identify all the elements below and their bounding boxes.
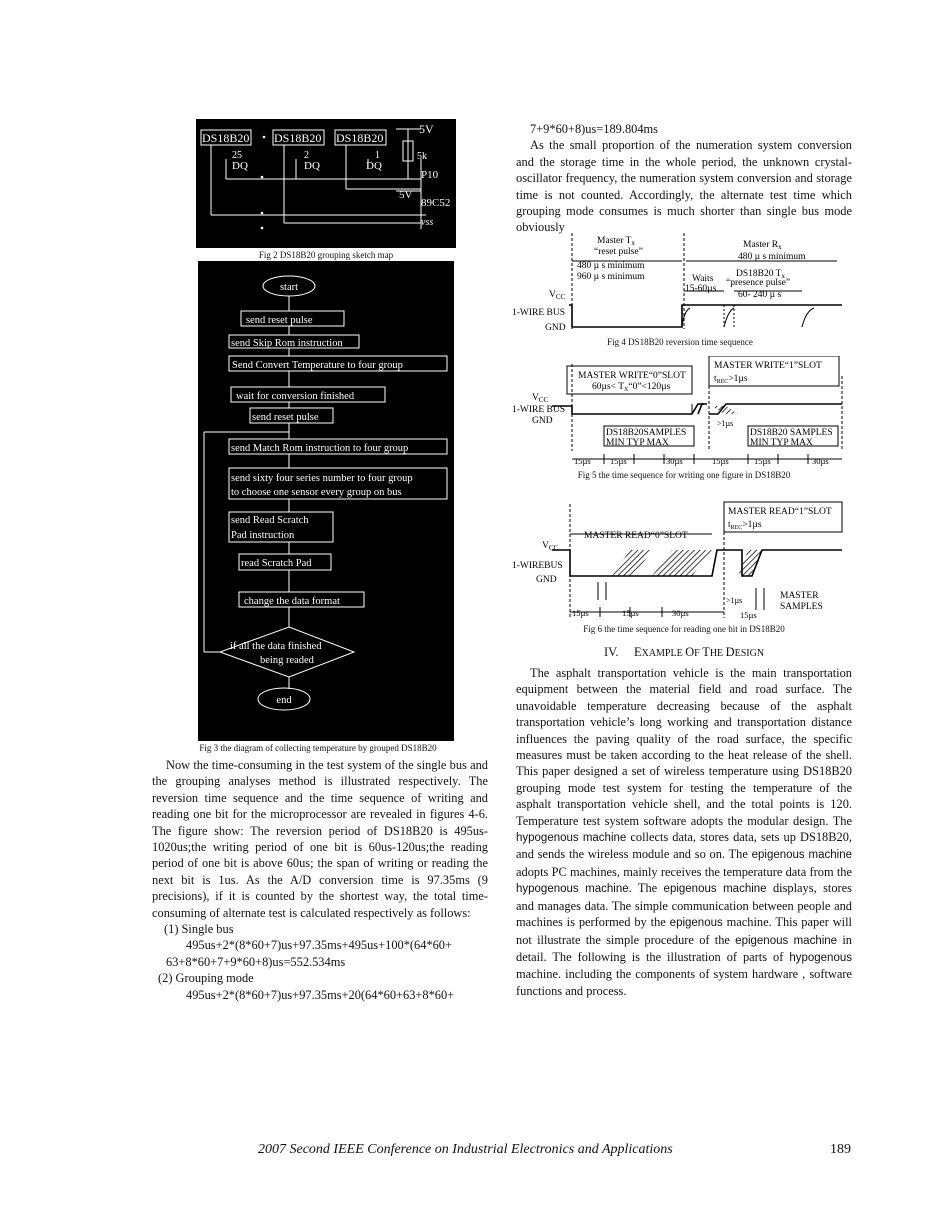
fig4-master-tx: Master $T_x$ — [597, 236, 635, 247]
fig4-480min-b: 480 µ s minimum — [738, 252, 806, 262]
fig4-60-240: 60- 240 µ s — [738, 290, 782, 300]
fig3-step7a: send sixty four series number to four group — [231, 473, 413, 484]
fig6-vcc: $V_{CC}$ — [542, 541, 559, 552]
fig6-svg — [512, 500, 844, 620]
fig5-write0-range: $60\mu s< T_X“0”<120\mu s$ — [592, 382, 671, 393]
fig4-svg — [512, 231, 842, 335]
fig2-mcu: 89C52 — [421, 197, 451, 209]
right-column-bottom — [516, 665, 852, 999]
fig2-dq3: DQ — [366, 160, 382, 172]
left-paragraph-1: Now the time-consuming in the test system of the single bus and the grouping analyses method is illustrated respectively. The reversion time sequence and the time sequence of writing and reading one bit for the microprocessor are revealed in figures 4-6. The figure show: The reversion period of DS18B20 is 495us-1020us;the writing period of one bit is 60us-120us;the reading period of one bit is above 60us; the span of writing or reading the next bit is 1us. As the A/D conversion time is 97.35ms (9 precisions), if it is counted by the shortest way, the total time-consuming of alternate test is calculated respectively as follows: — [152, 758, 488, 920]
fig3-step7b: to choose one sensor every group on bus — [231, 487, 402, 498]
page-number: 189 — [830, 1142, 851, 1157]
fig5-bus: 1-WIRE BUS — [512, 405, 566, 415]
fig5-write1: MASTER WRITE“1”SLOT — [714, 361, 822, 371]
fig3-step3: Send Convert Temperature to four group — [232, 360, 403, 371]
fig4-960min: 960 µ s minimum — [577, 272, 645, 282]
fig3-caption: Fig 3 the diagram of collecting temperature by grouped DS18B20 — [199, 743, 437, 753]
fig2-chip2: DS18B20 — [274, 131, 322, 145]
fig3-step9: read Scratch Pad — [241, 558, 312, 569]
fig6-read0: MASTER READ“0”SLOT — [584, 531, 688, 541]
equation-grouping-1: 495us+2*(8*60+7)us+97.35ms+20(64*60+63+8*60+ — [186, 987, 455, 1002]
fig5-diagram — [512, 356, 844, 468]
fig4-15-60: 15-60µs — [685, 284, 717, 294]
fig4-bus: 1-WIRE BUS — [512, 308, 566, 318]
conference-name: 2007 Second IEEE Conference on Industrial Electronics and Applications — [258, 1142, 673, 1157]
fig5-svg — [512, 356, 844, 468]
fig3-step1: send reset pulse — [246, 315, 313, 326]
fig4-gnd: GND — [545, 323, 566, 333]
fig3-end: end — [276, 695, 292, 706]
fig3-start: start — [279, 282, 299, 293]
section-title: EXAMPLE OF THE DESIGN — [634, 645, 765, 659]
right-paragraph-2: The asphalt transportation vehicle is the main transportation equipment between the material field and road surface. The unavoidable temperature decreasing because of the asphalt transportation vehicle’s long working and transportation distance influences the paving quality of the road surface, the specific measures must be taken according to the heat release of the shell. This paper designed a set of wireless temperature using DS18B20 grouping mode test system for testing the temperature of the asphalt transportation vehicle shell, and the total points is 120. Temperature test system software adopts the modular design. The hypogenous machine collects data, stores data, sets up DS18B20, and sends the wireless module and so on. The epigenous machine adopts PC machines, mainly receives the temperature data from the hypogenous machine. The epigenous machine displays, stores and manages data. The simple communication between people and machines is performed by the epigenous machine. This paper will not illustrate the simple procedure of the epigenous machine in detail. The following is the illustration of parts of hypogenous machine. including the components of system hardware , software functions and process. — [516, 666, 852, 998]
list-item-single-bus: (1) Single bus — [164, 922, 234, 937]
fig5-15a: 15µs — [574, 456, 591, 466]
fig6-15a: 15µs — [572, 608, 589, 618]
fig2-svg — [196, 119, 456, 248]
fig5-write0: MASTER WRITE“0”SLOT — [578, 371, 686, 381]
fig5-mtm-0: MIN TYP MAX — [606, 438, 669, 448]
fig4-diagram — [512, 231, 842, 335]
right-column-top — [516, 121, 852, 236]
fig5-15b: 15µs — [610, 456, 627, 466]
fig2-chip3: DS18B20 — [336, 131, 384, 145]
fig3-decision-b: being readed — [260, 655, 314, 666]
fig2-chip1: DS18B20 — [202, 131, 250, 145]
fig5-30b: 30µs — [812, 456, 829, 466]
fig2-diagram — [196, 119, 456, 248]
fig2-dq2: DQ — [304, 160, 320, 172]
fig4-caption: Fig 4 DS18B20 reversion time sequence — [607, 337, 753, 347]
equation-single-bus-2: 63+8*60+7+9*60+8)us=552.534ms — [166, 954, 346, 969]
fig5-gt1: >1µs — [717, 419, 734, 428]
fig3-svg — [198, 261, 454, 741]
fig4-master-rx: Master $R_x$ — [743, 240, 782, 251]
fig4-presence: “presence pulse” — [726, 278, 791, 288]
fig4-vcc: $V_{CC}$ — [549, 290, 566, 301]
fig6-read1: MASTER READ“1”SLOT — [728, 507, 832, 517]
fig2-n2: 2 — [304, 150, 309, 161]
fig5-30a: 30µs — [666, 456, 683, 466]
fig3-step10: change the data format — [244, 596, 340, 607]
fig2-5v-a: 5V — [419, 122, 434, 136]
fig4-waits: Waits — [692, 274, 714, 284]
fig5-samples-0: DS18B20SAMPLES — [606, 428, 687, 438]
fig6-diagram — [512, 500, 844, 620]
fig6-15c: 15µs — [740, 610, 757, 620]
fig3-step8b: Pad instruction — [231, 530, 295, 541]
fig6-trec: $t_{REC}>1\mu s$ — [728, 520, 762, 531]
fig5-samples-1: DS18B20 SAMPLES — [750, 428, 833, 438]
fig5-gnd: GND — [532, 416, 553, 426]
fig2-n1: 1 — [375, 150, 380, 161]
fig6-master: MASTER — [780, 591, 819, 601]
fig2-5v-b: 5V — [399, 189, 413, 201]
list-item-grouping: (2) Grouping mode — [158, 971, 254, 986]
fig4-ds-tx: DS18B20 $T_x$ — [736, 269, 785, 280]
fig6-15b: 15µs — [622, 608, 639, 618]
fig3-step2: send Skip Rom instruction — [231, 338, 343, 349]
fig3-decision-a: if all the data finished — [230, 641, 322, 652]
fig4-reset-pulse: “reset pulse” — [594, 247, 643, 257]
fig5-mtm-1: MIN TYP MAX — [750, 438, 813, 448]
left-column — [152, 757, 488, 1003]
fig4-480min: 480 µ s minimum — [577, 261, 645, 271]
fig5-trec: $t_{REC}>1\mu s$ — [714, 374, 748, 385]
section-heading — [516, 645, 852, 660]
fig2-caption: Fig 2 DS18B20 grouping sketch map — [258, 250, 394, 260]
fig5-caption: Fig 5 the time sequence for writing one figure in DS18B20 — [577, 470, 791, 480]
fig6-gnd: GND — [536, 575, 557, 585]
equation-single-bus-1: 495us+2*(8*60+7)us+97.35ms+495us+100*(64*60+ — [186, 938, 452, 953]
fig6-gt1: >1µs — [726, 596, 743, 605]
fig6-bus: 1-WIREBUS — [512, 561, 563, 571]
fig3-step4: wait for conversion finished — [236, 391, 355, 402]
fig2-resistor: 5k — [417, 151, 427, 162]
fig2-vss: vss — [421, 217, 434, 228]
fig6-caption: Fig 6 the time sequence for reading one bit in DS18B20 — [583, 624, 785, 634]
section-number: IV. — [603, 645, 619, 659]
equation-grouping-2: 7+9*60+8)us=189.804ms — [530, 122, 659, 136]
fig5-15d: 15µs — [754, 456, 771, 466]
fig3-step6: send Match Rom instruction to four group — [231, 443, 409, 454]
fig2-p10: P10 — [421, 169, 439, 181]
fig5-vcc: $V_{CC}$ — [532, 393, 549, 404]
fig3-step5: send reset pulse — [252, 412, 319, 423]
fig3-flowchart — [198, 261, 454, 741]
fig6-30: 30µs — [672, 608, 689, 618]
fig6-samples: SAMPLES — [780, 602, 823, 612]
fig2-n25: 25 — [232, 150, 242, 161]
fig5-15c: 15µs — [712, 456, 729, 466]
right-paragraph-1: As the small proportion of the numeration system conversion and the storage time in the whole period, the unknown crystal-oscillator frequency, the numeration system conversion and storage time is not counted. Accordingly, the alternate test time which grouping mode consumes is much shorter than single bus mode obviously — [516, 138, 852, 235]
fig2-dq1: DQ — [232, 160, 248, 172]
fig3-step8a: send Read Scratch — [231, 515, 309, 526]
